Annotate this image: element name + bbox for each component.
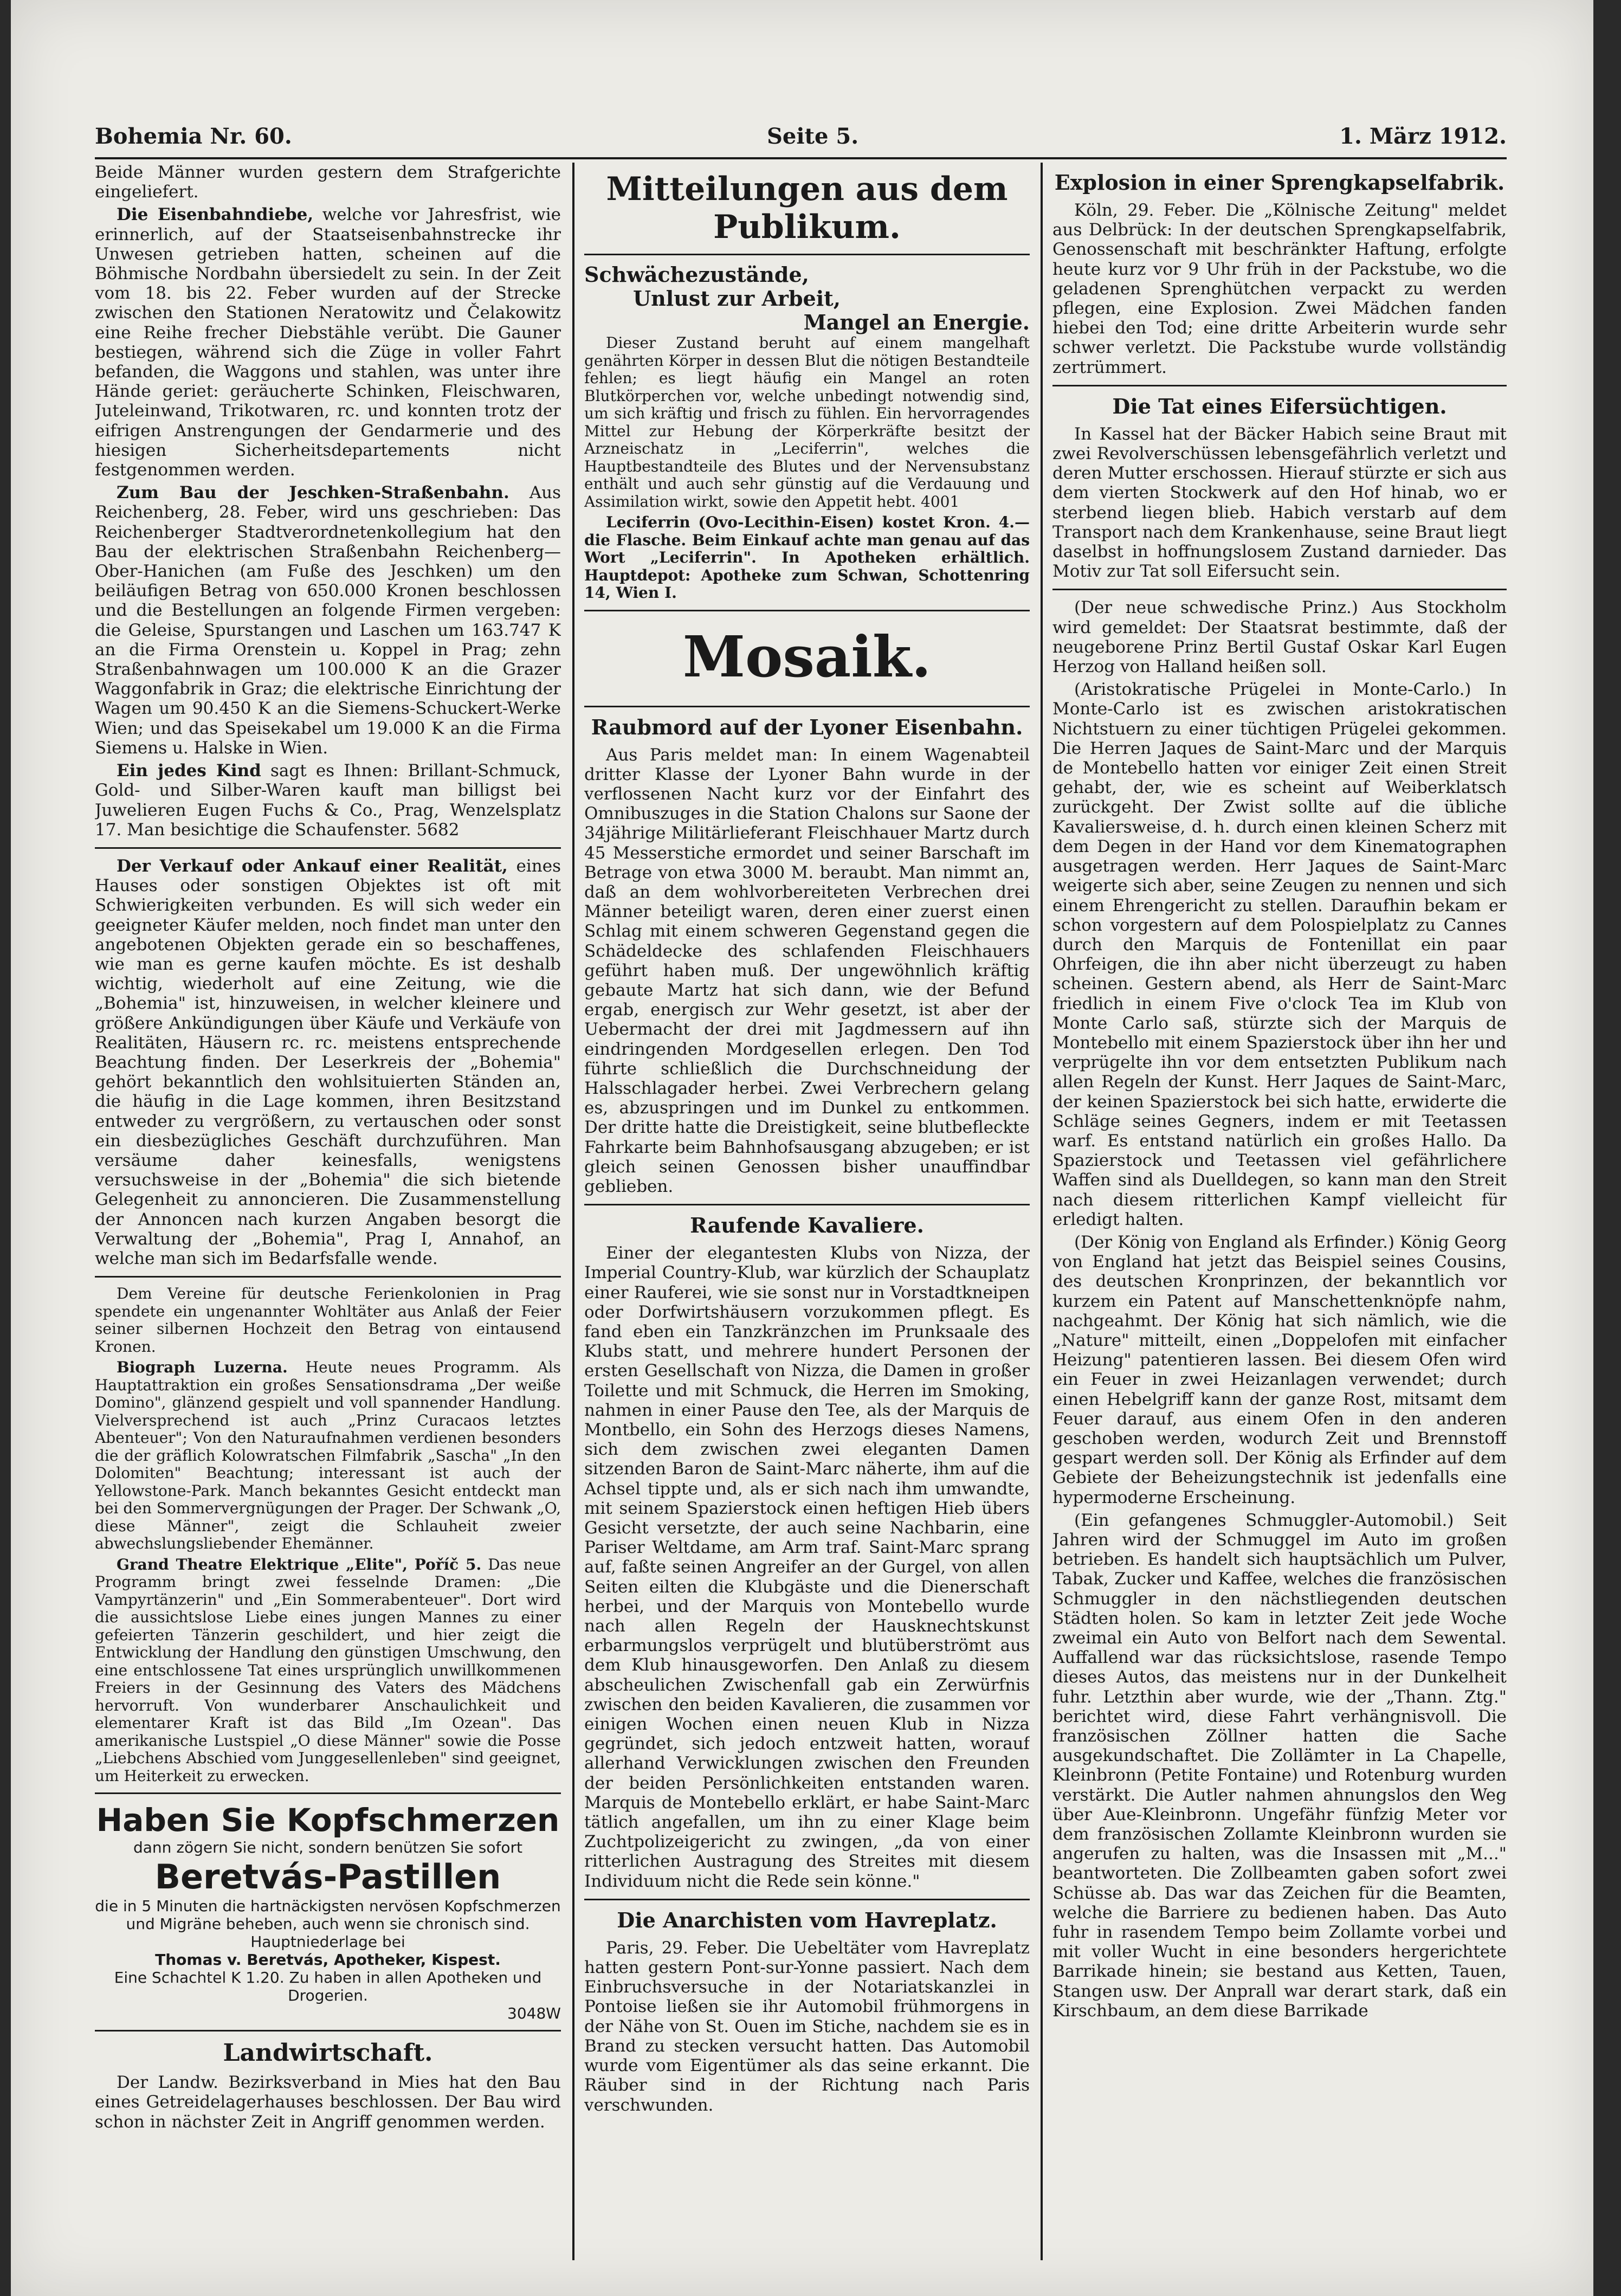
advert-leciferrin-price: Leciferrin (Ovo-Lecithin-Eisen) kostet Kron. 4.— die Flasche. Beim Einkauf achte man genau auf das Wort „Leciferrin". In Apotheken erhältlich. Hauptdepot: Apotheke zum Schwan, Schottenring 14, Wien I. bbox=[584, 513, 1030, 602]
advert-price: Eine Schachtel K 1.20. Zu haben in allen Apotheken und Drogerien. 3048W bbox=[114, 1969, 561, 2023]
header-paper-issue: Bohemia Nr. 60. bbox=[95, 124, 292, 149]
article-schmuggler-auto: (Ein gefangenes Schmuggler-Automobil.) Seit Jahren wird der Schmuggel im Auto im großen betrieben. Es handelt sich hauptsächlich um Pulver, Tabak, Zucker und Kaffee, welches die französischen Schmuggler in den nächstliegenden deutschen Städten holen. So kam in letzter Zeit jede Woche zweimal ein Auto von Belfort nach dem Sewental. Auffallend war das rücksichtslose, rasende Tempo dieses Autos, das meistens nur in der Dunkelheit fuhr. Letzthin aber wurde, wie der „Thann. Ztg." berichtet wird, diese Fahrt verhängnisvoll. Die französischen Zöllner hatten die Sache ausgekundschaftet. Die Zollämter in La Chapelle, Kleinbronn (Petite Fontaine) und Rotenburg wurden verstärkt. Die Autler nahmen ahnungslos den Weg über Aue-Kleinbronn. Ungefähr fünfzig Meter vor dem französischen Zollamte Kleinbronn wurden sie angerufen zu halten, was die Insassen mit „M..." beantworteten. Die Zollbeamten gaben sofort zwei Schüsse ab. Das war das Zeichen für die Beamten, welche die Barriere zu bedienen haben. Das Auto fuhr in rasendem Tempo beim Zollamte vorbei und mit voller Wucht in eine besonders hergerichtete Barrikade hinein; sie bestand aus Ketten, Tauen, Stangen usw. Der Anprall war derart stark, daß ein Kirschbaum, an dem diese Barrikade bbox=[1052, 1510, 1507, 2021]
advert-headline: Haben Sie Kopfschmerzen bbox=[96, 1802, 560, 1839]
article-koenig-erfinder: (Der König von England als Erfinder.) König Georg von England hat jetzt das Beispiel seines Cousins, des deutschen Kronprinzen, der bekanntlich vor kurzem ein Patent auf Manschettenknöpfe nahm, nachgeahmt. Der König hat sich nämlich, wie die „Nature" mitteilt, einen „Doppelofen mit einfacher Heizung" patentieren lassen. Bei diesem Ofen wird ein Feuer in zwei Heizanlagen verwendet; durch einen Hebelgriff kann der ganze Rost, mitsamt dem Feuer darauf, aus einem Ofen in den anderen geschoben werden, wodurch Zeit und Brennstoff gespart werden soll. Der König als Erfinder auf dem Gebiete der Beheizungstechnik ist jedenfalls eine hypermoderne Erscheinung. bbox=[1052, 1232, 1507, 1507]
section-title-mitteilungen: Mitteilungen aus dem Publikum. bbox=[606, 170, 1008, 246]
advert-subline: dann zögern Sie nicht, sondern benützen Sie sofort bbox=[133, 1839, 522, 1857]
header-date: 1. März 1912. bbox=[1339, 124, 1507, 149]
advert-seller: Thomas v. Beretvás, Apotheker, Kispest. bbox=[155, 1951, 501, 1969]
section-title-mosaik: Mosaik. bbox=[682, 623, 932, 690]
header-page-number: Seite 5. bbox=[767, 124, 859, 149]
article-title-kavaliere: Raufende Kavaliere. bbox=[690, 1213, 924, 1238]
newspaper-page bbox=[11, 0, 1593, 2296]
section-divider bbox=[95, 847, 561, 849]
article-title-anarchisten: Die Anarchisten vom Havreplatz. bbox=[617, 1907, 997, 1932]
article-kavaliere: Einer der elegantesten Klubs von Nizza, der Imperial Country-Klub, war kürzlich der Schauplatz einer Rauferei, wie sie sonst nur in Vorstadtkneipen oder Dorfwirtshäusern vorzukommen pflegt. Es fand eben ein Tanzkränzchen im Prunksaale des Klubs statt, und mehrere hundert Personen der ersten Gesellschaft von Nizza, die Damen in großer Toilette und mit Schmuck, die Herren im Smoking, nahmen in einer Pause den Tee, als der Marquis de Montbello, ein Sohn des Herzogs dieses Namens, sich dem zwischen zwei eleganten Damen sitzenden Baron de Saint-Marc näherte, ihm auf die Achsel tippte und, als er sich nach ihm umwandte, mit seinem Spazierstock einen heftigen Hieb übers Gesicht versetzte, der auch seine Nachbarin, eine Pariser Weltdame, am Arm traf. Saint-Marc sprang auf, faßte seinen Angreifer an der Gurgel, von allen Seiten eilten die Klubgäste und die Dienerschaft herbei, und der Marquis von Montebello wurde nach allen Regeln der Hausknechtskunst erbarmungslos verprügelt und blutüberströmt aus dem Klub hinausgeworfen. Den Anlaß zu diesem abscheulichen Zwischenfall gab ein Zerwürfnis zwischen den beiden Kavalieren, die zusammen vor einigen Wochen einen neuen Klub in Nizza gegründet, sich jedoch entzweit hatten, worauf allerhand Verwicklungen zwischen den Freunden der beiden Persönlichkeiten entstanden waren. Marquis de Montebello erklärt, er habe Saint-Marc tätlich angefallen, um ihn zu einer Klage beim Zuchtpolizeigericht zu zwingen, „da von einer ritterlichen Austragung des Streites mit diesem Individuum nicht die Rede sein könne." bbox=[584, 1243, 1030, 1891]
column-left bbox=[95, 163, 561, 2260]
column-right bbox=[1052, 163, 1507, 2260]
article-landwirtschaft: Der Landw. Bezirksverband in Mies hat den Bau eines Getreidelagerhauses beschlossen. Der Bau wird schon in nächster Zeit in Angriff genommen werden. bbox=[95, 2073, 561, 2132]
section-title-landwirtschaft: Landwirtschaft. bbox=[223, 2039, 433, 2067]
page-header bbox=[95, 124, 1507, 156]
section-divider bbox=[1052, 385, 1507, 386]
advert-subhead: Unlust zur Arbeit, bbox=[633, 286, 841, 311]
notice-biograph-luzerna: Biograph Luzerna. Heute neues Programm. Als Hauptattraktion ein großes Sensationsdrama „Der weiße Domino", glänzend gespielt und voll spannender Handlung. Vielversprechend ist auch „Prinz Curacaos letztes Abenteuer"; Von den Naturaufnahmen verdienen besonders die der gräflich Kolowratschen Filmfabrik „Sascha" „In den Dolomiten" Beachtung; interessant ist auch der Yellowstone-Park. Manch bekanntes Gesicht entdeckt man bei den Sommervergnügungen der Prager. Der Schwank „O, diese Männer", zeigt die Schlauheit zweier abwechslungsliebender Ehemänner. bbox=[95, 1358, 561, 1553]
column-rule-1 bbox=[572, 163, 574, 2260]
header-rule bbox=[95, 157, 1507, 159]
article-title-raubmord: Raubmord auf der Lyoner Eisenbahn. bbox=[591, 714, 1023, 739]
advert-fuchs: Ein jedes Kind sagt es Ihnen: Brillant-Schmuck, Gold- und Silber-Waren kauft man billigst bei Juwelieren Eugen Fuchs & Co., Prag, Wenzelsplatz 17. Man besichtige die Schaufenster. 5682 bbox=[95, 761, 561, 840]
advert-leciferrin: Dieser Zustand beruht auf einem mangelhaft genährten Körper in dessen Blut die nötigen Bestandteile fehlen; es liegt häufig ein Mangel an roten Blutkörperchen vor, welche unbedingt notwendig sind, um sich kräftig und frisch zu fühlen. Ein hervorragendes Mittel zur Hebung der Körperkräfte besitzt der Arzneischatz in „Leciferrin", welches die Hauptbestandteile des Blutes und der Nervensubstanz enthält und auch sehr günstig auf die Verdauung und Assimilation wirkt, sowie den Appetit hebt. 4001 bbox=[584, 334, 1030, 511]
advert-body: die in 5 Minuten die hartnäckigsten nervösen Kopfschmerzen und Migräne beheben, auch wenn sie chronisch sind. Hauptniederlage bei bbox=[95, 1897, 561, 1951]
section-divider bbox=[584, 1899, 1030, 1900]
column-middle bbox=[584, 163, 1030, 2260]
section-divider bbox=[1052, 589, 1507, 590]
section-divider bbox=[584, 610, 1030, 611]
section-divider bbox=[95, 1792, 561, 1794]
notice-grand-theatre: Grand Theatre Elektrique „Elite", Poříč 5. Das neue Programm bringt zwei fesselnde Dramen: „Die Vampyrtänzerin" und „Ein Sommerabenteuer". Dort wird die aussichtslose Liebe eines jungen Mannes zu einer gefeierten Tänzerin geschildert, und hier zeigt die Entwicklung der Handlung den günstigen Umschwung, den eine entschlossene Tat eines ursprünglich unwillkommenen Freiers in der Gesinnung des Vaters des Mädchens hervorruft. Von wunderbarer Anschaulichkeit und elementarer Kraft ist das Bild „Im Ozean". Das amerikanische Lustspiel „O diese Männer" sowie die Posse „Liebchens Abschied vom Junggesellenleben" sind geeignet, um Heiterkeit zu erwecken. bbox=[95, 1555, 561, 1785]
column-rule-2 bbox=[1041, 163, 1043, 2260]
article-explosion: Köln, 29. Feber. Die „Kölnische Zeitung" meldet aus Delbrück: In der deutschen Sprengkapselfabrik, Genossenschaft mit beschränkter Haftung, erfolgte heute kurz vor 9 Uhr früh in der Packstube, wo die geladenen Sprenghütchen verpackt zu werden pflegen, eine Explosion. Zwei Mädchen fanden hiebei den Tod; eine dritte Arbeiterin wurde sehr schwer verletzt. Die Packstube wurde vollständig zertrümmert. bbox=[1052, 201, 1507, 377]
advert-product: Beretvás-Pastillen bbox=[154, 1857, 501, 1897]
article-title-explosion: Explosion in einer Sprengkapselfabrik. bbox=[1054, 170, 1505, 195]
article-monte-carlo: (Aristokratische Prügelei in Monte-Carlo.) In Monte-Carlo ist es zwischen aristokratischen Nichtstuern zu einer tüchtigen Prügelei gekommen. Die Herren Jaques de Saint-Marc und der Marquis de Montebello hatten vor einiger Zeit einen Streit gehabt, der, wie es scheint auf Weiberklatsch zurückgeht. Der Zwist sollte auf die übliche Kavaliersweise, d. h. durch einen kleinen Scherz mit dem Degen in der Hand vor dem Kinematographen ausgetragen werden. Herr Jaques de Saint-Marc weigerte sich aber, seine Zeugen zu nennen und sich einem Ehrengericht zu stellen. Daraufhin bekam er schon vorgestern auf dem Polospielplatz zu Cannes durch den Marquis de Fontenillat ein paar Ohrfeigen, die ihn aber nicht überzeugt zu haben scheinen. Gestern abend, als Herr de Saint-Marc friedlich in einem Five o'clock Tea im Klub von Monte Carlo saß, stürzte sich der Marquis de Montebello mit einem Spazierstock über ihn her und verprügelte ihn vor dem entsetzten Publikum nach allen Regeln der Kunst. Herr Jaques de Saint-Marc, der keinen Spazierstock bei sich hatte, erwiderte die Schläge seines Gegners, indem er mit Teetassen warf. Es entstand natürlich ein großes Hallo. Da Spazierstock und Teetassen viel gefährlichere Waffen sind als Duelldegen, so kann man den Streit nach diesem ritterlichen Kampf vielleicht für erledigt halten. bbox=[1052, 680, 1507, 1229]
article-anarchisten: Paris, 29. Feber. Die Uebeltäter vom Havreplatz hatten gestern Pont-sur-Yonne passiert. Nach dem Einbruchsversuche in der Notariatskanzlei in Pontoise ließen sie ihr Automobil frühmorgens in der Nähe von St. Ouen im Stiche, nachdem sie es in Brand zu stecken versucht hatten. Das Automobil wurde vom Eigentümer als das seine erkannt. Die Räuber sind in der Richtung nach Paris verschwunden. bbox=[584, 1938, 1030, 2115]
article-title-eifersucht: Die Tat eines Eifersüchtigen. bbox=[1112, 394, 1447, 418]
notice-realitaet: Der Verkauf oder Ankauf einer Realität, eines Hauses oder sonstigen Objektes ist oft mit Schwierigkeiten verbunden. Es will sich weder ein geeigneter Käufer melden, noch findet man unter den angebotenen Objekten gerade ein so beschaffenes, wie man es gerne kaufen möchte. Es ist deshalb wichtig, wiederholt auf eine Zeitung, wie die „Bohemia" ist, hinzuweisen, in welcher kleinere und größere Ankündigungen über Käufe und Verkäufe von Realitäten, Häusern rc. rc. meistens entsprechende Beachtung finden. Der Leserkreis der „Bohemia" gehört bekanntlich den wohlsituierten Ständen an, die häufig in die Lage kommen, ihren Besitzstand entweder zu vergrößern, zu vertauschen oder sonst ein diesbezügliches Geschäft durchzuführen. Man versäume daher keinesfalls, wenigstens versuchsweise in der „Bohemia" die sich bietende Gelegenheit zu annoncieren. Die Zusammenstellung der Annoncen nach kurzen Angaben besorgt die Verwaltung der „Bohemia", Prag I, Annahof, an welche man sich im Bedarfsfalle wende. bbox=[95, 856, 561, 1268]
advert-beretvas bbox=[95, 1802, 561, 2022]
section-divider bbox=[584, 254, 1030, 255]
article-raubmord: Aus Paris meldet man: In einem Wagenabteil dritter Klasse der Lyoner Bahn wurde in der verflossenen Nacht kurz vor der Einfahrt des Omnibuszuges in die Station Chalons sur Saone der 34jährige Militärlieferant Fleischhauer Martz durch 45 Messerstiche ermordet und seiner Barschaft im Betrage von etwa 3000 M. beraubt. Man nimmt an, daß an dem wohlvorbereiteten Verbrechen drei Männer beteiligt waren, deren einer zuerst einen Schlag mit einem schweren Gegenstand gegen die Schädeldecke des schlafenden Fleischhauers geführt haben muß. Der ungewöhnlich kräftig gebaute Martz hat sich dann, wie der Befund ergab, energisch zur Wehr gesetzt, ist aber der Uebermacht der drei mit Jagdmessern auf ihn eindringenden Mordgesellen erlegen. Den Tod führte schließlich die Durchschneidung der Halsschlagader herbei. Zwei Verbrechern gelang es, abzuspringen und im Dunkel zu entkommen. Der dritte hatte die Dreistigkeit, seine blutbefleckte Fahrkarte beim Bahnhofsausgang abzugeben; er ist gleich seinen Genossen bisher unauffindbar geblieben. bbox=[584, 745, 1030, 1196]
notice-ferienkolonien: Dem Vereine für deutsche Ferienkolonien in Prag spendete ein ungenannter Wohltäter aus Anlaß der Feier seiner silbernen Hochzeit den Betrag von eintausend Kronen. bbox=[95, 1285, 561, 1356]
article-text: Beide Männer wurden gestern dem Strafgerichte eingeliefert. bbox=[95, 163, 561, 202]
advert-subhead: Schwächezustände, bbox=[584, 262, 809, 287]
section-divider bbox=[584, 706, 1030, 707]
article-eisenbahndiebe: Die Eisenbahndiebe, welche vor Jahresfrist, wie erinnerlich, auf der Staatseisenbahnstrecke ihr Unwesen getrieben hatten, scheinen auf die Böhmische Nordbahn übersiedelt zu sein. In der Zeit vom 18. bis 22. Feber wurden auf der Strecke zwischen den Stationen Neratowitz und Čelakowitz eine Reihe frecher Diebstähle verübt. Die Gauner bestiegen, während sich die Züge in voller Fahrt befanden, die Waggons und stahlen, was unter ihre Hände geriet: geräucherte Schinken, Fleischwaren, Juteleinwand, Trikotwaren, rc. und konnten trotz der eifrigen Anstrengungen der Gendarmerie und des hiesigen Sicherheitsdepartements nicht festgenommen werden. bbox=[95, 205, 561, 480]
section-divider bbox=[95, 2030, 561, 2031]
section-divider bbox=[584, 1204, 1030, 1205]
article-jeschken-strassenbahn: Zum Bau der Jeschken-Straßenbahn. Aus Reichenberg, 28. Feber, wird uns geschrieben: Das Reichenberger Stadtverordnetenkollegium hat den Bau der elektrischen Straßenbahn Reichenberg—Ober-Hanichen (am Fuße des Jeschken) um den beiläufigen Betrag von 650.000 Kronen beschlossen und die Bestellungen an folgende Firmen vergeben: die Geleise, Spurstangen und Laschen um 163.747 K an die Firma Orenstein u. Koppel in Prag; zehn Straßenbahnwagen um 100.000 K an die Grazer Waggonfabrik in Graz; die elektrische Einrichtung der Wagen um 90.450 K an die Siemens-Schuckert-Werke Wien; und das Speisekabel um 19.000 K an die Firma Siemens u. Halske in Wien. bbox=[95, 483, 561, 758]
section-divider bbox=[95, 1276, 561, 1278]
article-eifersucht: In Kassel hat der Bäcker Habich seine Braut mit zwei Revolverschüssen lebensgefährlich verletzt und deren Mutter erschossen. Hierauf stürzte er sich aus dem vierten Stockwerk auf den Hof hinab, wo er sterbend liegen blieb. Habich verstarb auf dem Transport nach dem Krankenhause, seine Braut liegt daselbst in hoffnungslosem Zustand darnieder. Das Motiv zur Tat soll Eifersucht sein. bbox=[1052, 424, 1507, 582]
article-schwedischer-prinz: (Der neue schwedische Prinz.) Aus Stockholm wird gemeldet: Der Staatsrat bestimmte, daß der neugeborene Prinz Bertil Gustaf Oskar Karl Eugen Herzog von Halland heißen soll. bbox=[1052, 598, 1507, 677]
advert-subhead: Mangel an Energie. bbox=[803, 310, 1030, 334]
